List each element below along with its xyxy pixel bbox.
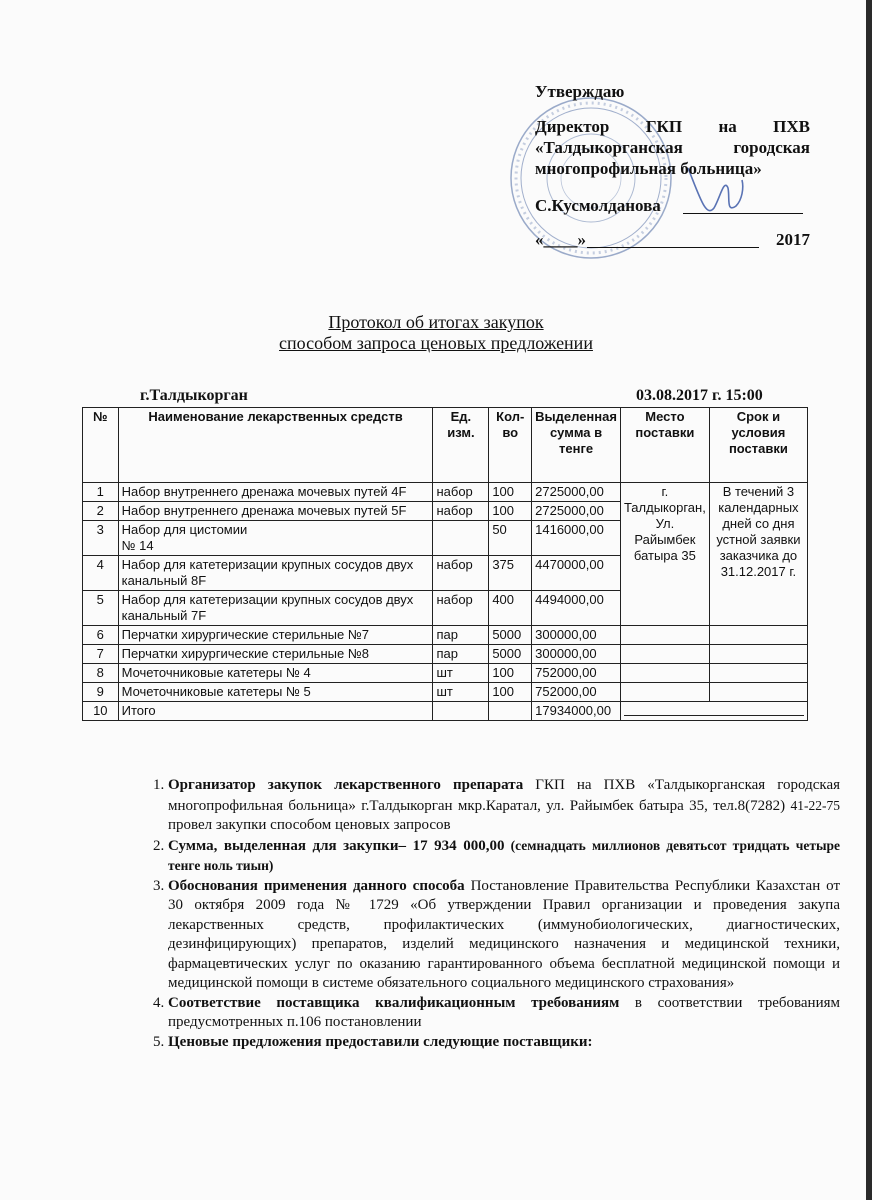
row-num: 3 bbox=[83, 521, 119, 556]
item-heading: Соответствие поставщика квалификационным требованиям bbox=[168, 994, 620, 1011]
header-unit: Ед. изм. bbox=[433, 408, 489, 483]
row-name: Мочеточниковые катетеры № 4 bbox=[118, 664, 433, 683]
row-terms bbox=[709, 645, 807, 664]
row-num: 1 bbox=[83, 483, 119, 502]
position-line: Директор ГКП на ПХВ bbox=[535, 117, 810, 136]
row-unit: набор bbox=[433, 556, 489, 591]
row-num: 7 bbox=[83, 645, 119, 664]
row-terms bbox=[709, 683, 807, 702]
row-terms bbox=[709, 626, 807, 645]
row-name: Набор для цистомии № 14 bbox=[118, 521, 433, 556]
position-line: многопрофильная больница» bbox=[535, 159, 762, 178]
header-qty: Кол-во bbox=[489, 408, 532, 483]
item-text-end: провел закупки способом ценовых запросов bbox=[168, 817, 451, 833]
item-small-text: (семнадцать миллионов девятьсот тридцать четыре тенге ноль тиын) bbox=[168, 837, 840, 873]
table-total-row bbox=[83, 702, 808, 721]
total-blank bbox=[620, 702, 807, 721]
row-name: Перчатки хирургические стерильные №7 bbox=[118, 626, 433, 645]
protocol-items bbox=[140, 776, 840, 1052]
row-qty: 50 bbox=[489, 521, 532, 556]
header-terms: Срок и условия поставки bbox=[709, 408, 807, 483]
table-header-row bbox=[83, 408, 808, 483]
row-qty: 400 bbox=[489, 591, 532, 626]
blank-line bbox=[624, 703, 804, 716]
row-qty: 100 bbox=[489, 483, 532, 502]
row-unit: набор bbox=[433, 483, 489, 502]
item-small-text: 41-22-75 bbox=[790, 797, 840, 813]
table-row bbox=[83, 664, 808, 683]
row-terms bbox=[709, 664, 807, 683]
header-num: № bbox=[83, 408, 119, 483]
item-text: ГКП на ПХВ «Талдыкорганская городская многопрофильная больница» г.Талдыкорган мкр.Каратал, ул. Райымбек батыра 35, тел.8(7282) bbox=[168, 777, 841, 814]
item-heading: Сумма, выделенная для закупки– 17 934 000,00 bbox=[168, 837, 505, 854]
total-sum: 17934000,00 bbox=[532, 702, 621, 721]
row-num: 5 bbox=[83, 591, 119, 626]
row-num: 4 bbox=[83, 556, 119, 591]
protocol-item bbox=[168, 994, 840, 1033]
row-unit: пар bbox=[433, 645, 489, 664]
header-name: Наименование лекарственных средств bbox=[118, 408, 433, 483]
row-place bbox=[620, 645, 709, 664]
row-unit: пар bbox=[433, 626, 489, 645]
approval-date bbox=[535, 230, 810, 250]
row-name: Перчатки хирургические стерильные №8 bbox=[118, 645, 433, 664]
header-sum: Выделенная сумма в тенге bbox=[532, 408, 621, 483]
delivery-place: г. Талдыкорган, Ул. Райымбек батыра 35 bbox=[620, 483, 709, 626]
item-heading: Обоснования применения данного способа bbox=[168, 877, 465, 894]
row-qty: 5000 bbox=[489, 645, 532, 664]
total-unit bbox=[433, 702, 489, 721]
row-place bbox=[620, 664, 709, 683]
row-sum: 300000,00 bbox=[532, 626, 621, 645]
row-name: Набор внутреннего дренажа мочевых путей 5F bbox=[118, 502, 433, 521]
document-title bbox=[0, 312, 872, 354]
approver-position bbox=[535, 116, 810, 179]
header-place: Место поставки bbox=[620, 408, 709, 483]
total-qty bbox=[489, 702, 532, 721]
title-line-1: Протокол об итогах закупок bbox=[328, 312, 544, 332]
table-row bbox=[83, 683, 808, 702]
row-name: Набор для катетеризации крупных сосудов двух канальный 8F bbox=[118, 556, 433, 591]
row-qty: 100 bbox=[489, 683, 532, 702]
table-row bbox=[83, 645, 808, 664]
total-num: 10 bbox=[83, 702, 119, 721]
row-sum: 752000,00 bbox=[532, 664, 621, 683]
row-unit: шт bbox=[433, 683, 489, 702]
date-year: 2017 bbox=[776, 230, 810, 249]
row-num: 8 bbox=[83, 664, 119, 683]
city: г.Талдыкорган bbox=[140, 387, 248, 404]
signature-line bbox=[683, 213, 803, 214]
row-num: 6 bbox=[83, 626, 119, 645]
row-sum: 4470000,00 bbox=[532, 556, 621, 591]
row-name: Мочеточниковые катетеры № 5 bbox=[118, 683, 433, 702]
row-sum: 1416000,00 bbox=[532, 521, 621, 556]
item-heading: Организатор закупок лекарственного препарата bbox=[168, 777, 524, 793]
row-unit: шт bbox=[433, 664, 489, 683]
row-sum: 4494000,00 bbox=[532, 591, 621, 626]
total-label: Итого bbox=[118, 702, 433, 721]
scan-page-edge bbox=[866, 0, 872, 1200]
approver-name: С.Кусмолданова bbox=[535, 196, 661, 215]
table-row bbox=[83, 626, 808, 645]
row-place bbox=[620, 626, 709, 645]
row-sum: 2725000,00 bbox=[532, 502, 621, 521]
approval-title: Утверждаю bbox=[535, 82, 625, 101]
row-sum: 752000,00 bbox=[532, 683, 621, 702]
row-qty: 100 bbox=[489, 502, 532, 521]
row-qty: 375 bbox=[489, 556, 532, 591]
title-line-2: способом запроса ценовых предложении bbox=[279, 333, 593, 353]
item-heading: Ценовые предложения предоставили следующие поставщики: bbox=[168, 1033, 593, 1050]
table-row bbox=[83, 483, 808, 502]
row-sum: 300000,00 bbox=[532, 645, 621, 664]
row-unit: набор bbox=[433, 502, 489, 521]
goods-table bbox=[82, 407, 808, 721]
protocol-item bbox=[168, 776, 840, 836]
row-num: 9 bbox=[83, 683, 119, 702]
row-sum: 2725000,00 bbox=[532, 483, 621, 502]
position-line: «Талдыкорганская городская bbox=[535, 138, 810, 157]
date-line bbox=[587, 247, 759, 248]
protocol-item bbox=[168, 836, 840, 877]
item-text: Постановление Правительства Республики Казахстан от 30 октября 2009 года № 1729 «Об утверждении Правил организации и проведения закупа лекарственных средств, профилактических (иммунобиологических, диагностических, дезинфицирующих) препаратов, изделий медицинского назначения и медицинской техники, фармацевтических услуг по оказанию гарантированного объема бесплатной медицинской помощи и медицинской помощи в системе обязательного социального медицинского страхования» bbox=[168, 877, 841, 991]
protocol-item bbox=[168, 877, 840, 994]
date-day: «____» bbox=[535, 230, 586, 249]
item-text: в соответствии требованиям предусмотренных п.106 постановлении bbox=[168, 994, 840, 1030]
row-unit: набор bbox=[433, 591, 489, 626]
row-place bbox=[620, 683, 709, 702]
protocol-item bbox=[168, 1033, 840, 1053]
row-unit bbox=[433, 521, 489, 556]
row-name: Набор внутреннего дренажа мочевых путей 4F bbox=[118, 483, 433, 502]
document-datetime: 03.08.2017 г. 15:00 bbox=[636, 387, 763, 404]
row-qty: 100 bbox=[489, 664, 532, 683]
row-qty: 5000 bbox=[489, 626, 532, 645]
delivery-terms: В течений 3 календарных дней со дня устной заявки заказчика до 31.12.2017 г. bbox=[709, 483, 807, 626]
row-name: Набор для катетеризации крупных сосудов двух канальный 7F bbox=[118, 591, 433, 626]
row-num: 2 bbox=[83, 502, 119, 521]
